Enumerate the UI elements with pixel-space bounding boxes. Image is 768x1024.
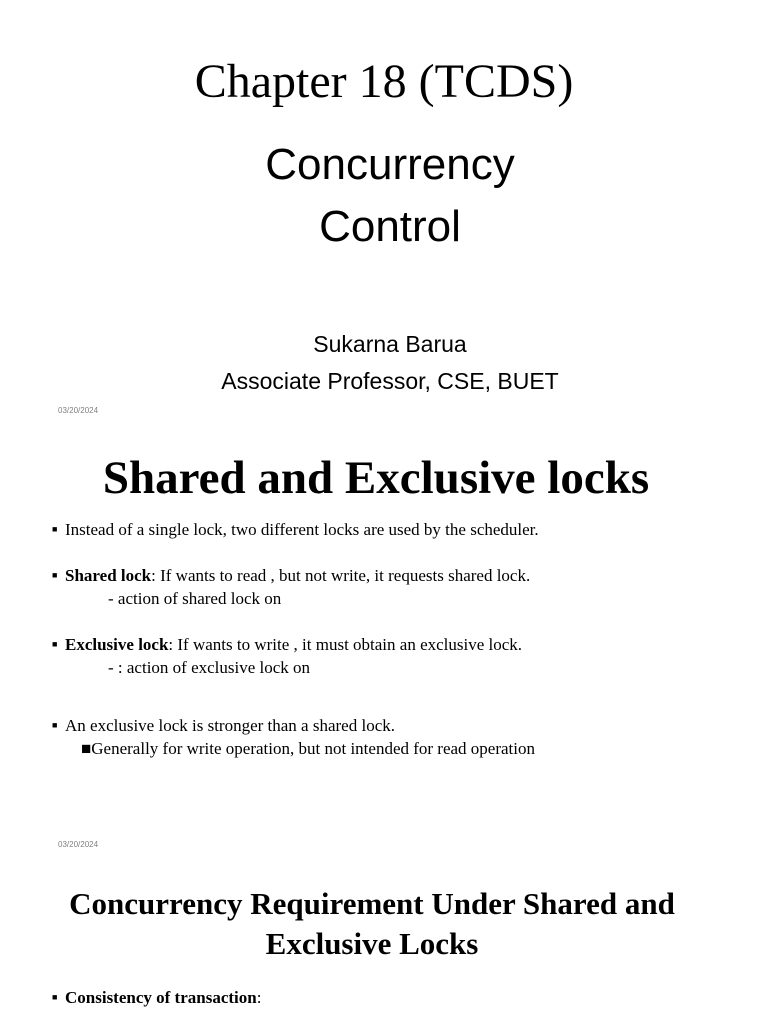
term-consistency: Consistency of transaction	[65, 988, 257, 1007]
sub-bullet-item	[81, 737, 535, 760]
bullet-marker: ■	[52, 992, 58, 1002]
sub-line: - : action of exclusive lock on	[108, 658, 311, 677]
topic-heading	[0, 134, 768, 258]
chapter-heading: Chapter 18 (TCDS)	[194, 55, 574, 108]
bullet-item	[52, 518, 539, 541]
bullet-marker: ■	[52, 570, 58, 580]
term-exclusive-lock: Exclusive lock	[65, 635, 169, 654]
bullet-item	[52, 633, 522, 656]
bullet-marker: ■	[52, 639, 58, 649]
locks-slide	[0, 432, 768, 849]
slide-title	[0, 884, 744, 964]
title-slide	[0, 0, 768, 432]
slide-date: 03/20/2024	[58, 406, 99, 415]
sub-line: - action of shared lock on	[108, 589, 282, 608]
title-line-2: Exclusive Locks	[265, 926, 479, 961]
author-block	[0, 326, 768, 400]
bullet-item	[52, 714, 395, 737]
topic-line-1: Concurrency	[265, 140, 515, 189]
requirements-slide	[0, 842, 768, 1024]
bullet-text: Generally for write operation, but not intended for read operation	[91, 739, 536, 758]
author-name: Sukarna Barua	[313, 331, 467, 357]
bullet-text: : If wants to write , it must obtain an exclusive lock.	[168, 635, 523, 654]
bullet-text: : If wants to read , but not write, it requests shared lock.	[151, 566, 531, 585]
bullet-marker: ■	[52, 720, 58, 730]
bullet-text: :	[256, 988, 262, 1007]
title-line-1: Concurrency Requirement Under Shared and	[69, 886, 675, 921]
bullet-item	[52, 986, 261, 1009]
topic-line-2: Control	[319, 202, 461, 251]
slide-date: 03/20/2024	[58, 840, 99, 849]
bullet-item	[52, 564, 530, 587]
bullet-text: Instead of a single lock, two different locks are used by the scheduler.	[65, 520, 539, 539]
bullet-marker: ■	[81, 739, 92, 758]
author-affiliation: Associate Professor, CSE, BUET	[221, 368, 559, 394]
slide-title: Shared and Exclusive locks	[102, 452, 650, 504]
bullet-text: An exclusive lock is stronger than a shared lock.	[65, 716, 395, 735]
term-shared-lock: Shared lock	[65, 566, 152, 585]
bullet-marker: ■	[52, 524, 58, 534]
